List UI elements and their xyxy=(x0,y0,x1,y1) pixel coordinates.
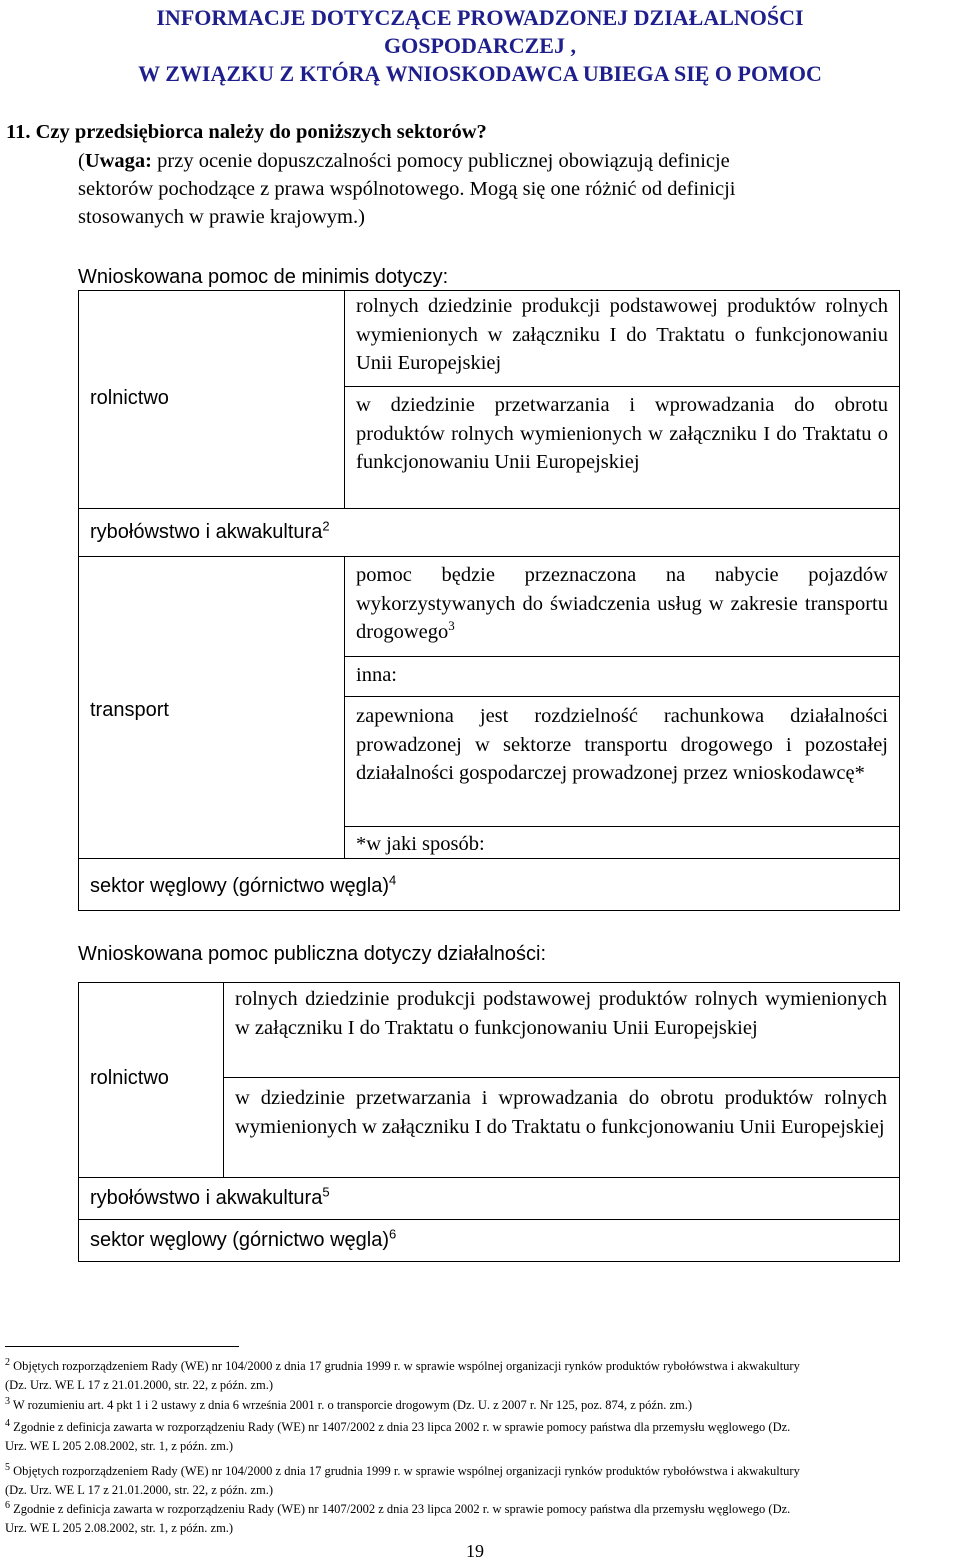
public-aid-rybolowstwo[interactable]: rybołówstwo i akwakultura$^5$ xyxy=(90,1184,330,1209)
page-number: 19 xyxy=(466,1541,484,1561)
de-minimis-transport-jaki-sposob[interactable]: *w jaki sposób: xyxy=(356,833,485,855)
question-note-line-1: (Uwaga: przy ocenie dopuszczalności pomocy publicznej obowiązują definicje xyxy=(78,150,730,172)
public-aid-rolnictwo-label: rolnictwo xyxy=(90,1067,169,1089)
public-aid-wegiel[interactable]: sektor węglowy (górnictwo węgla)$^6$ xyxy=(90,1226,397,1251)
footnote-separator xyxy=(5,1346,239,1347)
footnote-6: $^6$ Zgodnie z definicja zawarta w rozporządzeniu Rady (WE) nr 1407/2002 z dnia 23 lipca 2002 r. w sprawie pomocy państwa dla przemysłu węglowego (Dz. Urz. WE L 205 2.08.2002, str. 1, z późn. zm.) xyxy=(5,1499,791,1535)
question-title: 11. Czy przedsiębiorca należy do poniższych sektorów? xyxy=(6,121,487,143)
de-minimis-rolnictwo-option-1[interactable]: rolnych dziedzinie produkcji podstawowej produktów rolnych wymienionych w załączniku I do Traktatu o funkcjonowaniu Unii Europejskiej xyxy=(356,295,888,374)
public-aid-rolnictwo-option-1[interactable]: rolnych dziedzinie produkcji podstawowej produktów rolnych wymienionych w załączniku I do Traktatu o funkcjonowaniu Unii Europejskiej xyxy=(235,988,887,1039)
footnote-3: $^3$ W rozumieniu art. 4 pkt 1 i 2 ustawy z dnia 6 września 2001 r. o transporcie drogowym (Dz. U. z 2007 r. Nr 125, poz. 874, z późn. zm.) xyxy=(5,1395,693,1412)
question-note-line-2: sektorów pochodzące z prawa wspólnotowego. Mogą się one różnić od definicji xyxy=(78,178,736,200)
de-minimis-wegiel[interactable]: sektor węglowy (górnictwo węgla)$^4$ xyxy=(90,872,397,897)
public-aid-rolnictwo-option-2[interactable]: w dziedzinie przetwarzania i wprowadzania do obrotu produktów rolnych wymienionych w załączniku I do Traktatu o funkcjonowaniu Unii Europejskiej xyxy=(235,1087,887,1138)
de-minimis-rolnictwo-option-2[interactable]: w dziedzinie przetwarzania i wprowadzania do obrotu produktów rolnych wymienionych w załączniku I do Traktatu o funkcjonowaniu Unii Europejskiej xyxy=(356,394,888,473)
page-title-line-3: W ZWIĄZKU Z KTÓRĄ WNIOSKODAWCA UBIEGA SIĘ O POMOC xyxy=(138,61,822,86)
de-minimis-heading: Wnioskowana pomoc de minimis dotyczy: xyxy=(78,266,449,288)
footnote-4: $^4$ Zgodnie z definicja zawarta w rozporządzeniu Rady (WE) nr 1407/2002 z dnia 23 lipca 2002 r. w sprawie pomocy państwa dla przemysłu węglowego (Dz. Urz. WE L 205 2.08.2002, str. 1, z późn. zm.) xyxy=(5,1417,791,1453)
note-bold-label: Uwaga: xyxy=(84,150,153,172)
public-aid-heading: Wnioskowana pomoc publiczna dotyczy działalności: xyxy=(78,943,547,965)
de-minimis-rybolowstwo[interactable]: rybołówstwo i akwakultura$^2$ xyxy=(90,518,330,543)
de-minimis-rolnictwo-label: rolnictwo xyxy=(90,387,169,409)
de-minimis-transport-option-1[interactable]: pomoc będzie przeznaczona na nabycie pojazdów wykorzystywanych do świadczenia usług w zakresie transportu drogowego$^3$ xyxy=(356,564,888,643)
footnote-2: $^2$ Objętych rozporządzeniem Rady (WE) nr 104/2000 z dnia 17 grudnia 1999 r. w sprawie wspólnej organizacji rynków produktów rybołówstwa i akwakultury (Dz. Urz. WE L 17 z 21.01.2000, str. 22, z późn. zm.) xyxy=(5,1356,800,1392)
question-note-line-3: stosowanych w prawie krajowym.) xyxy=(78,206,365,228)
footnote-5: $^5$ Objętych rozporządzeniem Rady (WE) nr 104/2000 z dnia 17 grudnia 1999 r. w sprawie wspólnej organizacji rynków produktów rybołówstwa i akwakultury (Dz. Urz. WE L 17 z 21.01.2000, str. 22, z późn. zm.) xyxy=(5,1461,800,1497)
de-minimis-transport-inna[interactable]: inna: xyxy=(356,664,397,686)
page-title-line-1: INFORMACJE DOTYCZĄCE PROWADZONEJ DZIAŁALNOŚCI xyxy=(156,5,804,30)
de-minimis-transport-option-2[interactable]: zapewniona jest rozdzielność rachunkowa działalności prowadzonej w sektorze transportu drogowego i pozostałej działalności gospodarczej prowadzonej przez wnioskodawcę* xyxy=(356,705,888,784)
page-title-line-2: GOSPODARCZEJ , xyxy=(384,33,576,58)
de-minimis-transport-label: transport xyxy=(90,699,169,721)
